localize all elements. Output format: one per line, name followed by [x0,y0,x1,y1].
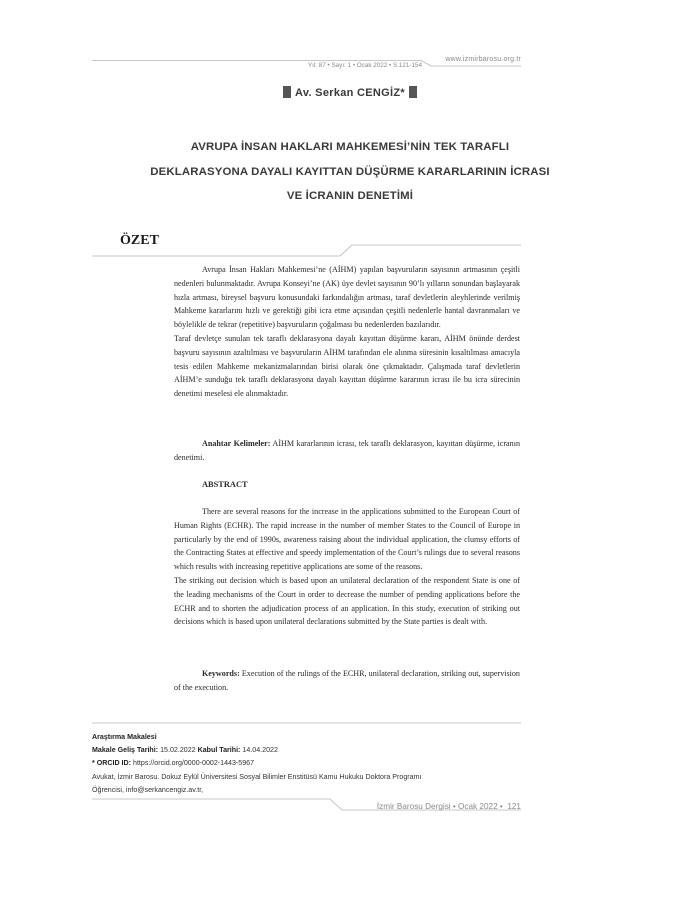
received-date: 15.02.2022 [160,746,196,755]
journal-website: www.izmirbarosu.org.tr [445,56,521,63]
abstract-paragraph-1: There are several reasons for the increase in the applications submitted to the European Court of Human Rights (ECHR). The rapid increase in the number of member States to the Council of Europe in particularly by the end of 1990s, awareness raising about the individual application, the clumsy efforts of the Contracting States at effective and speedy implementation of the Court’s rulings due to several reasons which results with increasing repetitive applications are some of the reasons. [174,507,520,572]
abstract-paragraph-2: The striking out decision which is based upon an unilateral declaration of the respondent State is one of the leading mechanisms of the Court in order to decrease the number of pending applications before the ECHR and to shorten the adjudication process of an application. In this study, execution of striking out decisions which is based upon unilateral declarations submitted by the State parties is dealt with. [174,575,520,627]
affiliation-line: Avukat, İzmir Barosu. Dokuz Eylül Üniversitesi Sosyal Bilimler Enstitüsü Kamu Hukuku Doktora Programı [92,772,422,781]
journal-footer: İzmir Barosu Dergisi • Ocak 2022 • [376,802,503,811]
orcid-link[interactable]: https://orcid.org/0000-0002-1443-5967 [133,759,255,768]
ozet-body [174,263,520,401]
author-line [0,86,700,99]
article-footnote [92,731,522,797]
affiliation-line: Öğrencisi, info@serkancengiz.av.tr, [92,785,204,794]
ozet-keywords [174,437,520,465]
title-line: VE İCRANIN DENETİMİ [286,190,414,202]
ozet-heading: ÖZET [120,233,159,248]
author-right-marker [409,86,417,98]
page-number: 121 [507,802,521,811]
ozet-paragraph-1: Avrupa İnsan Hakları Mahkemesi’ne (AİHM) yapılan başvuruların sayısının artmasının çeşitli nedenleri bulunmaktadır. Avrupa Konseyi’ne (AK) üye devlet sayısının 90’lı yılların sonundan başlayarak hızla artması, bireysel başvuru konusundaki farkındalığın artması, taraf devletlerin aleyhlerinde verilmiş Mahkeme kararlarını hızlı ve gerektiği gibi icra etme açısından çeşitli nedenlerle hantal davranmaları ve böylelikle de tekrar (repetitive) başvuruların çoğalması bu nedenlerden bazılarıdır. [174,265,520,330]
ozet-keywords-text: AİHM kararlarının icrası, tek taraflı deklarasyon, kayıttan düşürme, icranın denetimi. [174,439,520,462]
abstract-keywords-text: Execution of the rulings of the ECHR, unilateral declaration, striking out, supervision of the execution. [174,669,520,692]
accepted-date: 14.04.2022 [242,746,278,755]
abstract-body [174,505,520,629]
abstract-heading: ABSTRACT [202,480,248,489]
author-name: Av. Serkan CENGİZ* [295,87,405,99]
abstract-keywords-label: Keywords: [202,669,240,678]
ozet-paragraph-2: Taraf devletçe sunulan tek taraflı deklarasyona dayalı kayıttan düşürme kararı, AİHM önünde derdest başvuru sayısının azaltılması ve başvuruların AİHM tarafından ele alınma süresinin kısaltılması amacıyla tesis edilen Mahkeme mekanizmalarından birisi olarak öne çıkmaktadır. Çalışmada taraf devletlerin AİHM’e sunduğu tek taraflı deklarasyona dayalı kayıttan düşürme kararının icrası ile bu icra sürecinin denetimi meselesi ele alınmaktadır. [174,333,520,399]
title-line: AVRUPA İNSAN HAKLARI MAHKEMESİ’NİN TEK TARAFLI [190,141,510,153]
issue-info: Yıl: 87 • Sayı: 1 • Ocak 2022 • S.121-154 [307,62,422,69]
accepted-label: Kabul Tarihi: [197,746,241,755]
ozet-keywords-label: Anahtar Kelimeler: [202,439,271,448]
article-type: Araştırma Makalesi [92,733,157,741]
author-left-marker [283,86,291,98]
orcid-label: * ORCID ID: [92,759,132,768]
article-title [80,135,620,209]
received-label: Makale Geliş Tarihi: [92,746,159,755]
title-line: DEKLARASYONA DAYALI KAYITTAN DÜŞÜRME KARARLARININ İCRASI [150,165,550,178]
page-footer [300,802,521,811]
abstract-keywords [174,667,520,695]
